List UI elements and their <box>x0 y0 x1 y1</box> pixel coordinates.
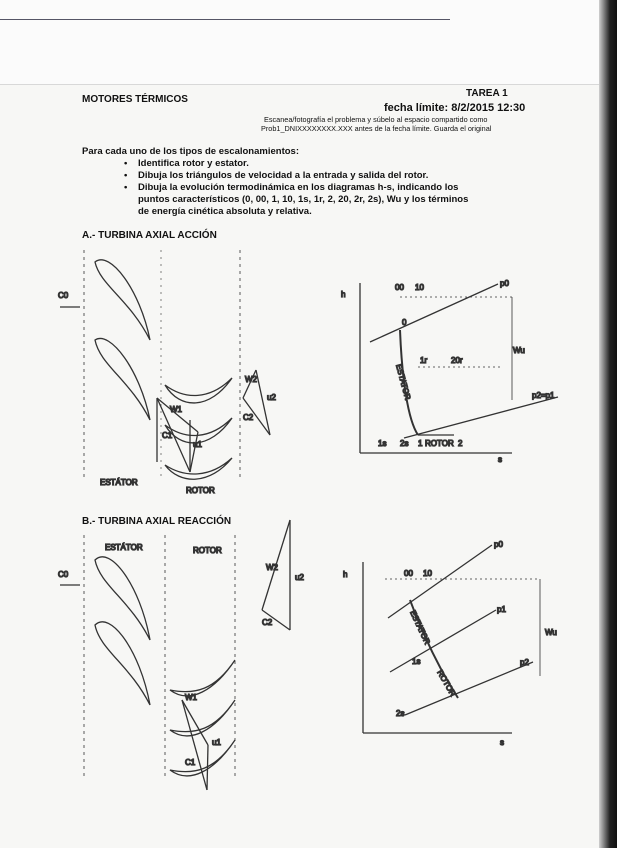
label-c0: C0 <box>58 570 69 579</box>
hs-a-1s: 1s <box>378 439 387 448</box>
course-title: MOTORES TÉRMICOS <box>82 94 188 105</box>
hs-a-p0: p0 <box>500 279 509 288</box>
hs-b-2s: 2s <box>396 709 405 718</box>
label-u1: u1 <box>193 440 202 449</box>
submission-note-2: Prob1_DNIXXXXXXXX.XXX antes de la fecha límite. Guarda el original <box>261 124 492 133</box>
instruction-text: puntos característicos (0, 00, 1, 10, 1s, 1r, 2, 20, 2r, 2s), Wu y los términos <box>138 194 469 205</box>
label-w1: W1 <box>170 405 182 414</box>
hs-a-p2: p2=p1 <box>532 391 555 400</box>
hs-a-20r: 20r <box>451 356 463 365</box>
label-u2: u2 <box>267 393 276 402</box>
label-w2: W2 <box>245 375 257 384</box>
hs-a-2s: 2s <box>400 439 409 448</box>
hs-a-rotor: ROTOR <box>425 439 454 448</box>
section-a-title: A.- TURBINA AXIAL ACCIÓN <box>82 230 217 241</box>
task-title: TAREA 1 <box>466 88 508 99</box>
hs-b-10: 10 <box>423 569 432 578</box>
instruction-item: • Dibuja los triángulos de velocidad a la entrada y salida del rotor. <box>124 170 429 181</box>
hs-a-00: 00 <box>395 283 404 292</box>
label-w2: W2 <box>266 563 278 572</box>
hs-a-1r: 1r <box>420 356 428 365</box>
hs-a-1: 1 <box>418 439 423 448</box>
submission-note: Escanea/fotografía el problema y súbelo al espacio compartido como <box>264 115 488 124</box>
hs-b-h: h <box>343 570 348 579</box>
instruction-text: Dibuja la evolución termodinámica en los diagramas h-s, indicando los <box>138 182 459 193</box>
section-b-hs-diagram <box>363 545 540 733</box>
label-u2: u2 <box>295 573 304 582</box>
deadline: fecha límite: 8/2/2015 12:30 <box>384 102 526 114</box>
hs-a-10: 10 <box>415 283 424 292</box>
label-c2: C2 <box>243 413 254 422</box>
label-rotor: ROTOR <box>193 546 222 555</box>
hs-b-stator: ESTATOR <box>408 609 432 646</box>
hs-b-00: 00 <box>404 569 413 578</box>
instruction-text: de energía cinética absoluta y relativa. <box>138 206 312 217</box>
hs-b-p0: p0 <box>494 540 503 549</box>
hs-b-p2: p2 <box>520 658 529 667</box>
label-c2: C2 <box>262 618 273 627</box>
instruction-text: Identifica rotor y estator. <box>138 158 249 169</box>
section-a-hs-diagram <box>360 283 558 453</box>
label-rotor: ROTOR <box>186 486 215 495</box>
hs-a-wu: Wu <box>513 346 525 355</box>
hs-a-0: 0 <box>402 318 407 327</box>
section-b-cascade <box>60 520 290 790</box>
label-c0: C0 <box>58 291 69 300</box>
label-stator: ESTÁTOR <box>100 478 138 487</box>
section-b-title: B.- TURBINA AXIAL REACCIÓN <box>82 516 232 527</box>
label-w1: W1 <box>185 693 197 702</box>
hs-b-rotor: ROTOR <box>435 668 458 698</box>
hs-a-stator: ESTATOR <box>394 363 413 401</box>
label-c1: C1 <box>185 758 196 767</box>
label-u1: u1 <box>212 738 221 747</box>
instruction-item: • Dibuja la evolución termodinámica en los diagramas h-s, indicando los <box>124 182 459 193</box>
hs-a-s: s <box>498 455 502 464</box>
instructions-intro: Para cada uno de los tipos de escalonamientos: <box>82 146 299 157</box>
hs-b-wu: Wu <box>545 628 557 637</box>
hs-b-s: s <box>500 738 504 747</box>
section-a-cascade <box>60 250 270 480</box>
instruction-text: Dibuja los triángulos de velocidad a la entrada y salida del rotor. <box>138 170 429 181</box>
hs-b-1s: 1s <box>412 657 421 666</box>
instruction-item: • Identifica rotor y estator. <box>124 158 249 169</box>
label-stator: ESTÁTOR <box>105 543 143 552</box>
hs-a-h: h <box>341 290 346 299</box>
label-c1: C1 <box>162 431 173 440</box>
hs-a-2: 2 <box>458 439 463 448</box>
hs-b-p1: p1 <box>497 605 506 614</box>
